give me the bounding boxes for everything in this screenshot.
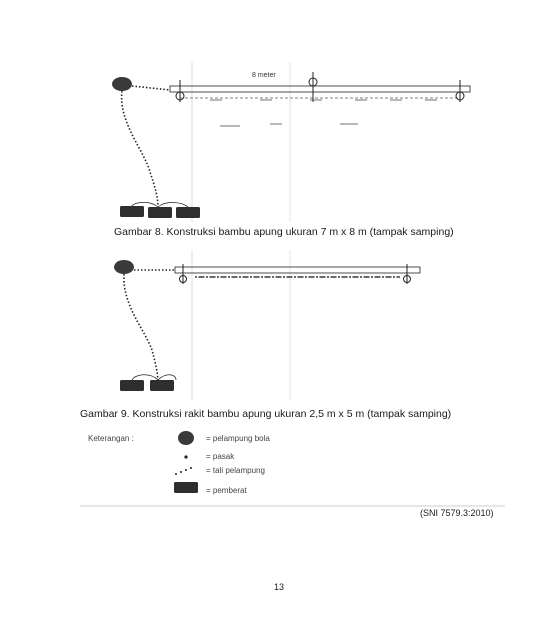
legend-title: Keterangan : — [88, 434, 134, 443]
figure-8-caption: Gambar 8. Konstruksi bambu apung ukuran 7 m x 8 m (tampak samping) — [114, 226, 454, 238]
float-ball-icon — [112, 77, 132, 91]
legend — [80, 424, 505, 508]
raft-frame — [175, 267, 420, 273]
weight-icon — [174, 482, 198, 493]
page-number: 13 — [274, 582, 285, 592]
legend-rope: = tali pelampung — [206, 466, 265, 475]
peg-icon — [184, 455, 187, 458]
float-ball-icon — [178, 431, 194, 445]
source-citation: (SNI 7579.3:2010) — [420, 508, 494, 518]
weight-icon — [120, 206, 200, 218]
bamboo-frame — [170, 86, 470, 92]
weight-icon — [120, 380, 174, 391]
legend-peg: = pasak — [206, 452, 235, 461]
legend-float-ball: = pelampung bola — [206, 434, 270, 443]
peg-icon — [176, 72, 464, 102]
dimension-label: 8 meter — [252, 72, 276, 79]
figure-8-drawing — [100, 62, 480, 222]
figure-9-caption: Gambar 9. Konstruksi rakit bambu apung ukuran 2,5 m x 5 m (tampak samping) — [80, 408, 452, 420]
float-ball-icon — [114, 260, 134, 274]
figure-9-drawing — [100, 250, 480, 400]
float-rope-icon — [175, 467, 192, 475]
legend-weight: = pemberat — [206, 486, 247, 495]
float-rope-icon — [132, 86, 170, 90]
